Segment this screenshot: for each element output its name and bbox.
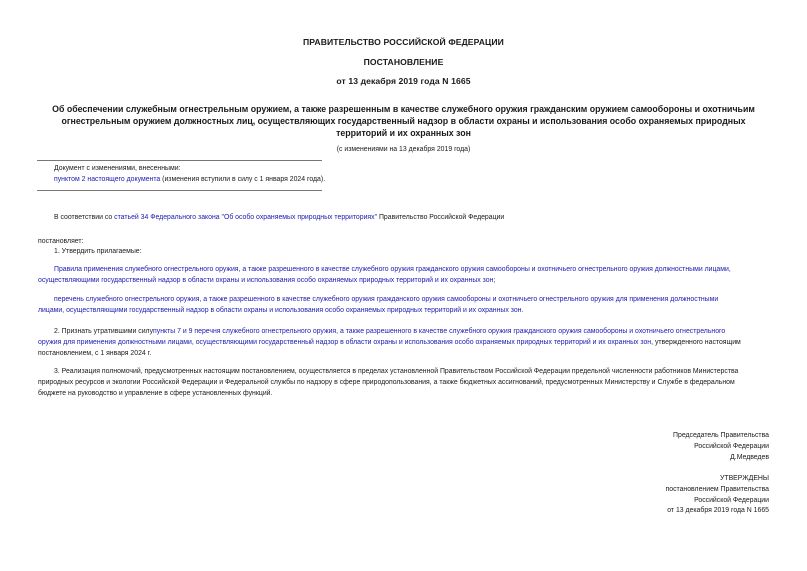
approval-block bbox=[666, 474, 770, 517]
weapons-list-link-line: перечень служебного огнестрельного оружия, а также разрешенного в качестве служебного оружия гражданского оружия самообороны и охотничьего огнестрельного оружия для применения должностными bbox=[54, 296, 719, 303]
preamble-text: Правительство Российской Федерации bbox=[377, 214, 505, 221]
item-2-text: 2. Признать утратившими силу bbox=[54, 328, 154, 335]
amendments-heading: Документ с изменениями, внесенными: bbox=[54, 165, 181, 172]
rules-link[interactable] bbox=[38, 265, 769, 287]
signature-position: Российской Федерации bbox=[694, 442, 769, 450]
preamble-text: В соответствии со bbox=[54, 214, 115, 221]
repealed-items-link-cont[interactable]: оружия для применения должностными лицами, осуществляющими государственный надзор в области охраны и использования особо охраняемых природных территорий и их охранных зон bbox=[38, 338, 652, 346]
edition-note: (с изменениями на 13 декабря 2019 года) bbox=[336, 146, 471, 153]
title-line: Об обеспечении служебным огнестрельным оружием, а также разрешенным в качестве служебного оружия гражданским оружием самообороны и охотничьим bbox=[52, 104, 755, 114]
document-type: ПОСТАНОВЛЕНИЕ bbox=[363, 57, 444, 67]
divider-bottom bbox=[37, 190, 322, 191]
approval-line: Российской Федерации bbox=[694, 496, 769, 504]
item-3 bbox=[38, 367, 769, 399]
preamble bbox=[54, 213, 504, 224]
document-title bbox=[0, 103, 807, 139]
resolves-text: постановляет: bbox=[38, 238, 84, 245]
item-3-line: 3. Реализация полномочий, предусмотренных настоящим постановлением, осуществляется в пределах установленной Правительством Российской Федерации предельной численности работников Министерства bbox=[54, 368, 739, 375]
divider-top bbox=[37, 160, 322, 161]
item-2-text: , утвержденного настоящим bbox=[651, 338, 741, 346]
amendment-link[interactable]: пунктом 2 настоящего документа bbox=[54, 176, 161, 183]
title-line: огнестрельным оружием должностных лиц, осуществляющих государственный надзор в области охраны и использования особо охраняемых природных bbox=[61, 116, 746, 126]
item-3-line: бюджете на руководство и управление в сфере установленных функций. bbox=[38, 389, 273, 397]
law-link[interactable]: статьей 34 Федерального закона "Об особо охраняемых природных территориях" bbox=[114, 214, 378, 221]
weapons-list-link-line: лицами, осуществляющими государственный надзор в области охраны и использования особо охраняемых природных территорий и их охранных зон. bbox=[38, 306, 524, 314]
approval-line: постановлением Правительства bbox=[665, 485, 769, 493]
document-date-number: от 13 декабря 2019 года N 1665 bbox=[336, 76, 471, 86]
rules-link-line: осуществляющими государственный надзор в области охраны и использования особо охраняемых природных территорий и их охранных зон; bbox=[38, 276, 496, 284]
amendment-note: (изменения вступили в силу с 1 января 2024 года). bbox=[160, 176, 326, 183]
item-2-text: постановлением, с 1 января 2024 г. bbox=[38, 349, 152, 357]
item-1: 1. Утвердить прилагаемые: bbox=[54, 248, 142, 255]
repealed-items-link[interactable]: пункты 7 и 9 перечня служебного огнестрельного оружия, а также разрешенного в качестве служебного оружия гражданского оружия самообороны и охотничьего огнестрельного bbox=[153, 328, 726, 335]
weapons-list-link[interactable] bbox=[38, 295, 769, 317]
amendments-line bbox=[54, 175, 325, 185]
issuer-heading: ПРАВИТЕЛЬСТВО РОССИЙСКОЙ ФЕДЕРАЦИИ bbox=[303, 37, 504, 47]
approval-line: от 13 декабря 2019 года N 1665 bbox=[667, 507, 769, 515]
signature-name: Д.Медведев bbox=[730, 453, 769, 461]
signature-position: Председатель Правительства bbox=[673, 432, 769, 439]
item-2 bbox=[38, 327, 769, 359]
signature-block bbox=[673, 431, 769, 463]
rules-link-line: Правила применения служебного огнестрельного оружия, а также разрешенного в качестве служебного оружия гражданского оружия самообороны и охотничьего огнестрельного оружия должностными лицами, bbox=[54, 266, 731, 273]
item-3-line: природных ресурсов и экологии Российской Федерации и Федеральной службы по надзору в сфере природопользования, а также бюджетных ассигнований, предусмотренных Министерству и Службе в федеральном bbox=[38, 378, 735, 386]
approval-heading: УТВЕРЖДЕНЫ bbox=[720, 475, 769, 482]
title-line: территорий и их охранных зон bbox=[336, 128, 471, 138]
